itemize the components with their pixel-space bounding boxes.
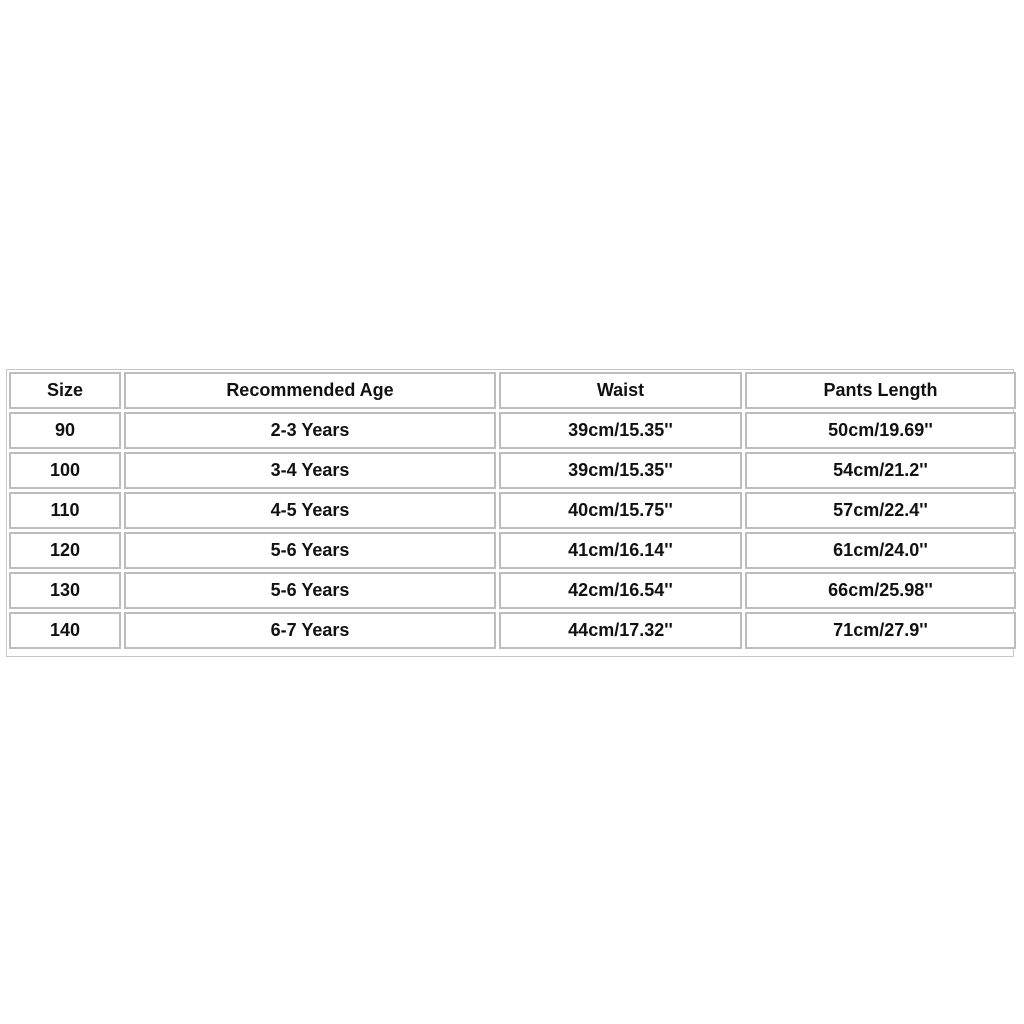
cell-recommended-age: 6-7 Years [124, 612, 496, 649]
header-waist: Waist [499, 372, 742, 409]
cell-recommended-age: 2-3 Years [124, 412, 496, 449]
cell-recommended-age: 3-4 Years [124, 452, 496, 489]
header-pants-length: Pants Length [745, 372, 1016, 409]
cell-waist: 42cm/16.54'' [499, 572, 742, 609]
cell-recommended-age: 5-6 Years [124, 532, 496, 569]
cell-waist: 44cm/17.32'' [499, 612, 742, 649]
cell-pants-length: 57cm/22.4'' [745, 492, 1016, 529]
cell-pants-length: 66cm/25.98'' [745, 572, 1016, 609]
cell-pants-length: 50cm/19.69'' [745, 412, 1016, 449]
cell-size: 90 [9, 412, 121, 449]
cell-size: 130 [9, 572, 121, 609]
cell-recommended-age: 5-6 Years [124, 572, 496, 609]
cell-pants-length: 71cm/27.9'' [745, 612, 1016, 649]
cell-waist: 40cm/15.75'' [499, 492, 742, 529]
cell-waist: 39cm/15.35'' [499, 452, 742, 489]
cell-pants-length: 54cm/21.2'' [745, 452, 1016, 489]
cell-size: 120 [9, 532, 121, 569]
cell-size: 100 [9, 452, 121, 489]
cell-size: 140 [9, 612, 121, 649]
cell-recommended-age: 4-5 Years [124, 492, 496, 529]
header-size: Size [9, 372, 121, 409]
cell-pants-length: 61cm/24.0'' [745, 532, 1016, 569]
header-recommended-age: Recommended Age [124, 372, 496, 409]
size-chart-grid [9, 372, 1010, 652]
cell-waist: 41cm/16.14'' [499, 532, 742, 569]
cell-size: 110 [9, 492, 121, 529]
size-chart-table [6, 369, 1014, 657]
cell-waist: 39cm/15.35'' [499, 412, 742, 449]
